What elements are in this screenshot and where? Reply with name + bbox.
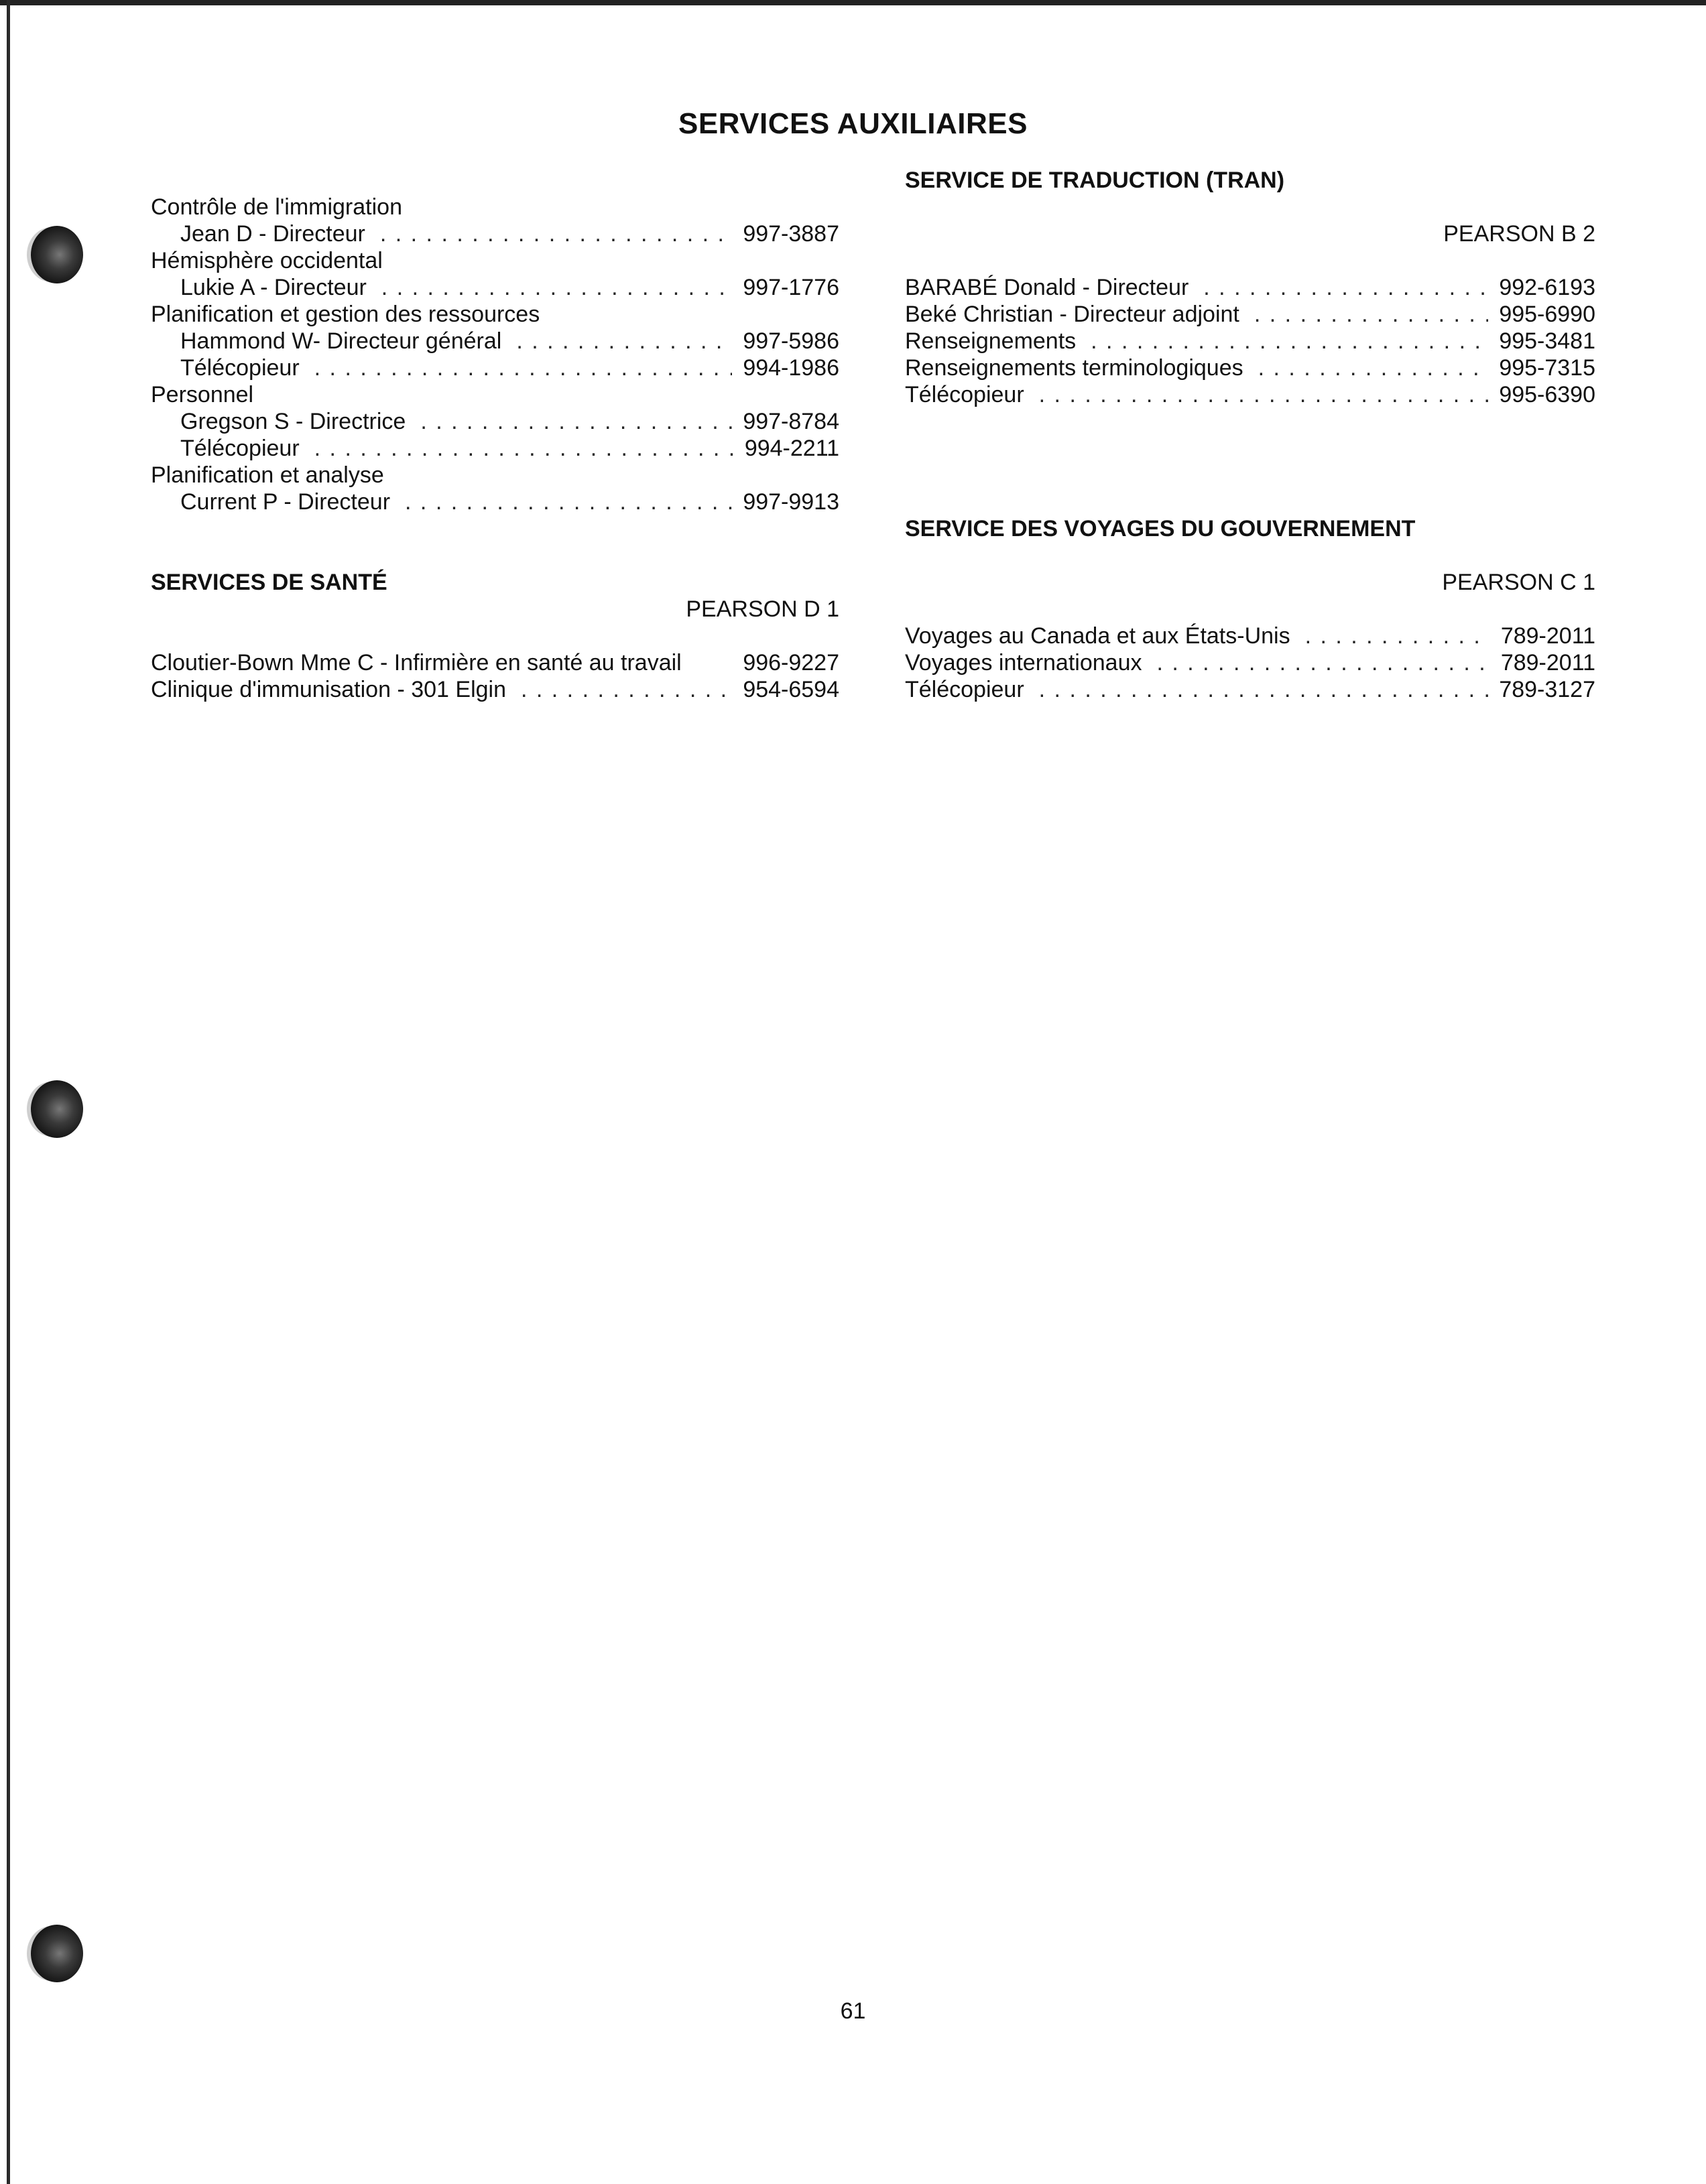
section-location: PEARSON D 1 — [686, 596, 839, 622]
section-heading-sante: SERVICES DE SANTÉ — [151, 570, 387, 595]
directory-entry — [905, 623, 1595, 649]
dot-leader — [1258, 355, 1489, 381]
entry-label: BARABÉ Donald - Directeur — [905, 275, 1189, 300]
entry-phone: 995-7315 — [1499, 355, 1595, 381]
entry-phone: 995-3481 — [1499, 328, 1595, 354]
page-number: 61 — [840, 1998, 866, 2024]
entry-phone: 997-1776 — [743, 275, 839, 300]
dot-leader — [1203, 274, 1488, 301]
directory-entry — [905, 649, 1595, 676]
entry-label: Télécopieur — [180, 355, 300, 381]
dot-leader — [314, 435, 734, 462]
dot-leader — [1254, 301, 1488, 328]
entry-label: Cloutier-Bown Mme C - Infirmière en santé au travail — [151, 650, 682, 676]
punch-hole-bottom — [31, 1925, 83, 1982]
section-location: PEARSON C 1 — [1442, 570, 1595, 595]
entry-phone: 994-2211 — [744, 436, 839, 461]
entry-phone: 789-2011 — [1500, 623, 1595, 649]
entry-phone: 789-3127 — [1499, 677, 1595, 702]
entry-label: Jean D - Directeur — [180, 221, 365, 247]
directory-entry — [151, 649, 839, 676]
entry-phone: 996-9227 — [743, 650, 839, 676]
dot-leader — [314, 355, 733, 381]
directory-entry — [151, 408, 839, 435]
directory-group-heading: Planification et analyse — [151, 462, 384, 488]
dot-leader — [516, 328, 732, 355]
directory-entry — [151, 274, 839, 301]
entry-label: Lukie A - Directeur — [180, 275, 367, 300]
directory-entry — [151, 355, 839, 381]
dot-leader — [380, 220, 732, 247]
directory-entry — [905, 328, 1595, 355]
entry-label: Gregson S - Directrice — [180, 409, 406, 434]
entry-label: Clinique d'immunisation - 301 Elgin — [151, 677, 506, 702]
section-heading-voyages: SERVICE DES VOYAGES DU GOUVERNEMENT — [905, 516, 1416, 541]
punch-hole-middle — [31, 1080, 83, 1138]
directory-entry — [905, 274, 1595, 301]
entry-phone: 994-1986 — [743, 355, 839, 381]
dot-leader — [1091, 328, 1488, 355]
entry-phone: 954-6594 — [743, 677, 839, 702]
entry-label: Télécopieur — [905, 382, 1024, 407]
punch-hole-top — [31, 226, 83, 283]
entry-phone: 995-6390 — [1499, 382, 1595, 407]
entry-label: Current P - Directeur — [180, 489, 391, 515]
dot-leader — [1039, 381, 1489, 408]
directory-entry — [151, 435, 839, 462]
dot-leader — [420, 408, 732, 435]
right-column — [905, 167, 1595, 703]
entry-phone: 997-5986 — [743, 328, 839, 354]
directory-group-heading: Hémisphère occidental — [151, 248, 383, 273]
dot-leader — [381, 274, 733, 301]
page-left-edge — [7, 0, 10, 2184]
directory-group-heading: Personnel — [151, 382, 254, 407]
entry-label: Beké Christian - Directeur adjoint — [905, 302, 1239, 327]
page-title: SERVICES AUXILIAIRES — [678, 107, 1028, 140]
entry-phone: 997-9913 — [743, 489, 839, 515]
page-top-edge — [0, 0, 1706, 5]
section-heading-traduction: SERVICE DE TRADUCTION (TRAN) — [905, 168, 1285, 193]
entry-phone: 789-2011 — [1500, 650, 1595, 676]
directory-entry — [151, 220, 839, 247]
directory-entry — [151, 328, 839, 355]
entry-label: Renseignements terminologiques — [905, 355, 1243, 381]
dot-leader — [405, 489, 732, 515]
dot-leader — [1156, 649, 1489, 676]
entry-label: Hammond W- Directeur général — [180, 328, 502, 354]
directory-entry — [905, 381, 1595, 408]
directory-entry — [905, 676, 1595, 703]
entry-label: Voyages au Canada et aux États-Unis — [905, 623, 1290, 649]
directory-entry — [151, 676, 839, 703]
entry-label: Télécopieur — [905, 677, 1024, 702]
entry-phone: 992-6193 — [1499, 275, 1595, 300]
dot-leader — [1305, 623, 1490, 649]
dot-leader — [521, 676, 732, 703]
directory-group-heading: Contrôle de l'immigration — [151, 194, 402, 220]
entry-phone: 997-3887 — [743, 221, 839, 247]
directory-group-heading: Planification et gestion des ressources — [151, 302, 540, 327]
directory-entry — [905, 301, 1595, 328]
directory-entry — [151, 489, 839, 515]
dot-leader — [1039, 676, 1489, 703]
entry-phone: 997-8784 — [743, 409, 839, 434]
entry-phone: 995-6990 — [1499, 302, 1595, 327]
entry-label: Voyages internationaux — [905, 650, 1142, 676]
section-location: PEARSON B 2 — [1443, 221, 1595, 247]
left-column — [151, 194, 839, 703]
directory-entry — [905, 355, 1595, 381]
entry-label: Renseignements — [905, 328, 1077, 354]
entry-label: Télécopieur — [180, 436, 300, 461]
